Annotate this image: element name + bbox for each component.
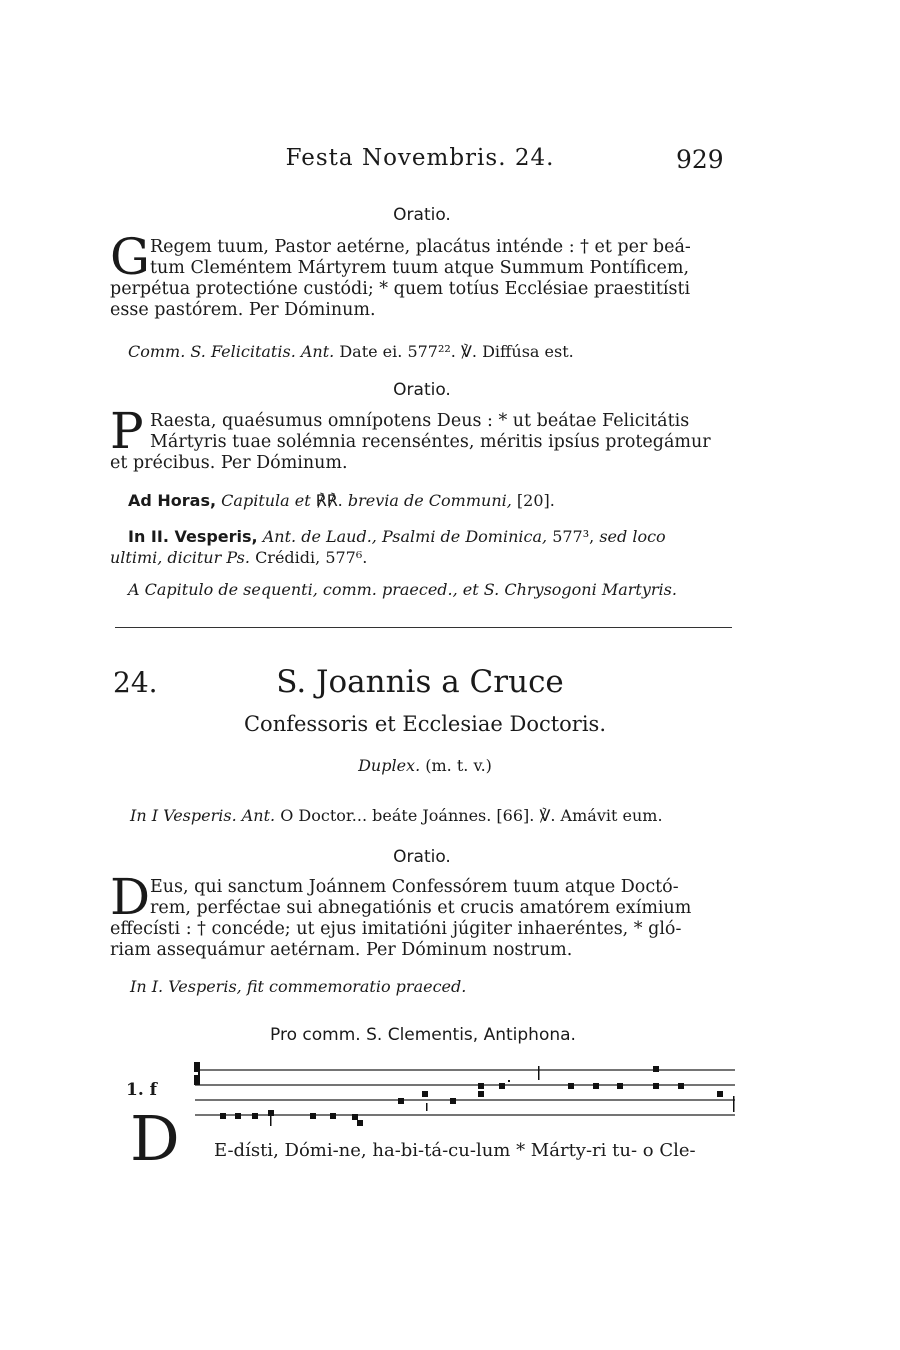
feast-rank xyxy=(0,756,850,775)
feast-subtitle: Confessoris et Ecclesiae Doctoris. xyxy=(243,712,607,736)
comm-rubric: Comm. S. Felicitatis. Ant. xyxy=(128,342,335,361)
ad-horas-italic-2: brevia de Communi, xyxy=(347,491,512,510)
prayer-line: esse pastórem. Per Dóminum. xyxy=(110,300,376,320)
feast-day-number: 24. xyxy=(113,666,158,699)
feast-title: S. Joannis a Cruce xyxy=(276,664,564,700)
in-i-vesperis-rubric xyxy=(130,805,754,826)
ad-horas-italic: Capitula et xyxy=(221,491,311,510)
prayer-joannes xyxy=(110,868,734,961)
vesperis-ref-1: 577³, xyxy=(552,527,595,546)
in-i-vesperis-italic: In I Vesperis. Ant. xyxy=(130,806,276,825)
chant-staff xyxy=(190,1058,740,1128)
rank-italic: Duplex. xyxy=(358,756,421,775)
prayer-line: Eus, qui sanctum Joánnem Confessórem tuum atque Doctó- xyxy=(150,877,679,897)
prayer-line: riam assequámur aetérnam. Per Dóminum nostrum. xyxy=(110,940,573,960)
drop-cap-d: D xyxy=(110,868,151,926)
ad-horas-label: Ad Horas, xyxy=(128,491,217,510)
in-ii-vesperis-label: In II. Vesperis, xyxy=(128,527,258,546)
running-header-title: Festa Novembris. 24. xyxy=(285,145,555,171)
capitulo-rubric: A Capitulo de sequenti, comm. praeced., et S. Chrysogoni Martyris. xyxy=(128,580,677,599)
oratio-heading-2: Oratio. xyxy=(393,380,451,400)
chant-lyrics: E-dísti, Dómi-ne, ha-bi-tá-cu-lum * Márty-ri tu- o Cle- xyxy=(214,1140,696,1161)
section-divider xyxy=(115,627,732,628)
drop-cap-g: G xyxy=(110,228,150,286)
page-number: 929 xyxy=(676,145,724,174)
ad-horas-ref: [20]. xyxy=(516,491,555,510)
prayer-felicitas xyxy=(110,402,734,474)
comm-text: Date ei. 577²². ℣. Diffúsa est. xyxy=(339,342,574,361)
oratio-heading-1: Oratio. xyxy=(393,205,451,225)
chant-drop-cap: D xyxy=(130,1102,180,1175)
in-ii-vesperis-rubric xyxy=(110,526,734,568)
chant-mode: 1. f xyxy=(126,1080,157,1100)
prayer-line: effecísti : † concéde; ut ejus imitatióni júgiter inhaeréntes, * gló- xyxy=(110,919,682,939)
prayer-line: tum Cleméntem Mártyrem tuum atque Summum Pontíficem, xyxy=(150,258,690,278)
comm-felicitatis xyxy=(128,341,752,362)
prayer-line: rem, perféctae sui abnegatiónis et crucis amatórem exímium xyxy=(150,898,692,918)
commemoratio-rubric: In I. Vesperis, fit commemoratio praeced. xyxy=(130,977,467,996)
prayer-line: perpétua protectióne custódi; * quem totíus Ecclésiae praestitísti xyxy=(110,279,691,299)
vesperis-text: Crédidi, 577⁶. xyxy=(255,548,368,567)
vesperis-italic-3: ultimi, dicitur Ps. xyxy=(110,548,250,567)
in-i-vesperis-text: O Doctor... beáte Joánnes. [66]. ℣. Amávit eum. xyxy=(280,806,663,825)
drop-cap-p: P xyxy=(110,402,144,460)
prayer-clement xyxy=(110,228,734,321)
vesperis-italic-1: Ant. de Laud., Psalmi de Dominica, xyxy=(262,527,548,546)
prayer-line: et précibus. Per Dóminum. xyxy=(110,453,348,473)
prayer-line: Raesta, quaésumus omnípotens Deus : * ut beátae Felicitátis xyxy=(150,411,690,431)
prayer-line: Mártyris tuae solémnia recenséntes, méritis ipsíus protegámur xyxy=(150,432,711,452)
prayer-line: Regem tuum, Pastor aetérne, placátus inténde : † et per beá- xyxy=(150,237,691,257)
ad-horas-rubric xyxy=(128,490,752,511)
rank-text: (m. t. v.) xyxy=(425,756,492,775)
oratio-heading-3: Oratio. xyxy=(393,847,451,867)
vesperis-italic-2: sed loco xyxy=(599,527,666,546)
responsory-symbol: ℟℟. xyxy=(315,491,343,510)
chant-heading: Pro comm. S. Clementis, Antiphona. xyxy=(270,1025,576,1045)
